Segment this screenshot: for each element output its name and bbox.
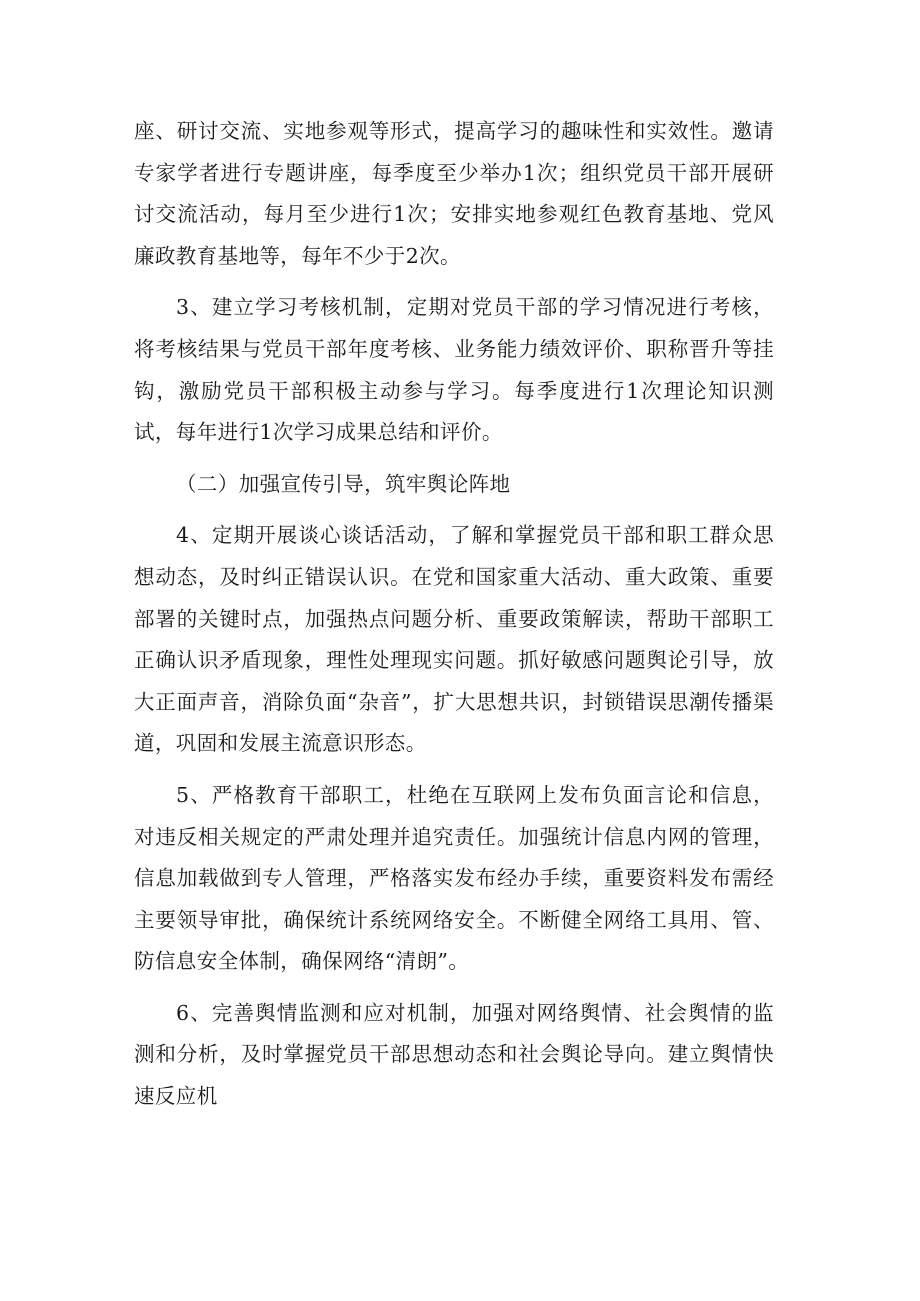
paragraph-6: 6、完善舆情监测和应对机制，加强对网络舆情、社会舆情的监测和分析，及时掌握党员干部思想动态和社会舆论导向。建立舆情快速反应机 (134, 1000, 774, 1109)
paragraph-5: 5、严格教育干部职工，杜绝在互联网上发布负面言论和信息，对违反相关规定的严肃处理并追究责任。加强统计信息内网的管理，信息加载做到专人管理，严格落实发布经办手续，重要资料发布需经主要领导审批，确保统计系统网络安全。不断健全网络工具用、管、防信息安全体制，确保网络“清朗”。 (134, 782, 774, 974)
paragraph-continuation: 座、研讨交流、实地参观等形式，提高学习的趣味性和实效性。邀请专家学者进行专题讲座，每季度至少举办1次；组织党员干部开展研讨交流活动，每月至少进行1次；安排实地参观红色教育基地、党风廉政教育基地等，每年不少于2次。 (134, 119, 774, 268)
document-body (134, 111, 774, 1128)
paragraph-4: 4、定期开展谈心谈话活动，了解和掌握党员干部和职工群众思想动态，及时纠正错误认识。在党和国家重大活动、重大政策、重要部署的关键时点，加强热点问题分析、重要政策解读，帮助干部职工正确认识矛盾现象，理性处理现实问题。抓好敏感问题舆论引导，放大正面声音，消除负面“杂音”，扩大思想共识，封锁错误思潮传播渠道，巩固和发展主流意识形态。 (134, 523, 774, 756)
paragraph-3: 3、建立学习考核机制，定期对党员干部的学习情况进行考核，将考核结果与党员干部年度考核、业务能力绩效评价、职称晋升等挂钩，激励党员干部积极主动参与学习。每季度进行1次理论知识测试，每年进行1次学习成果总结和评价。 (134, 295, 774, 445)
section-heading-2: （二）加强宣传引导，筑牢舆论阵地 (176, 471, 511, 496)
